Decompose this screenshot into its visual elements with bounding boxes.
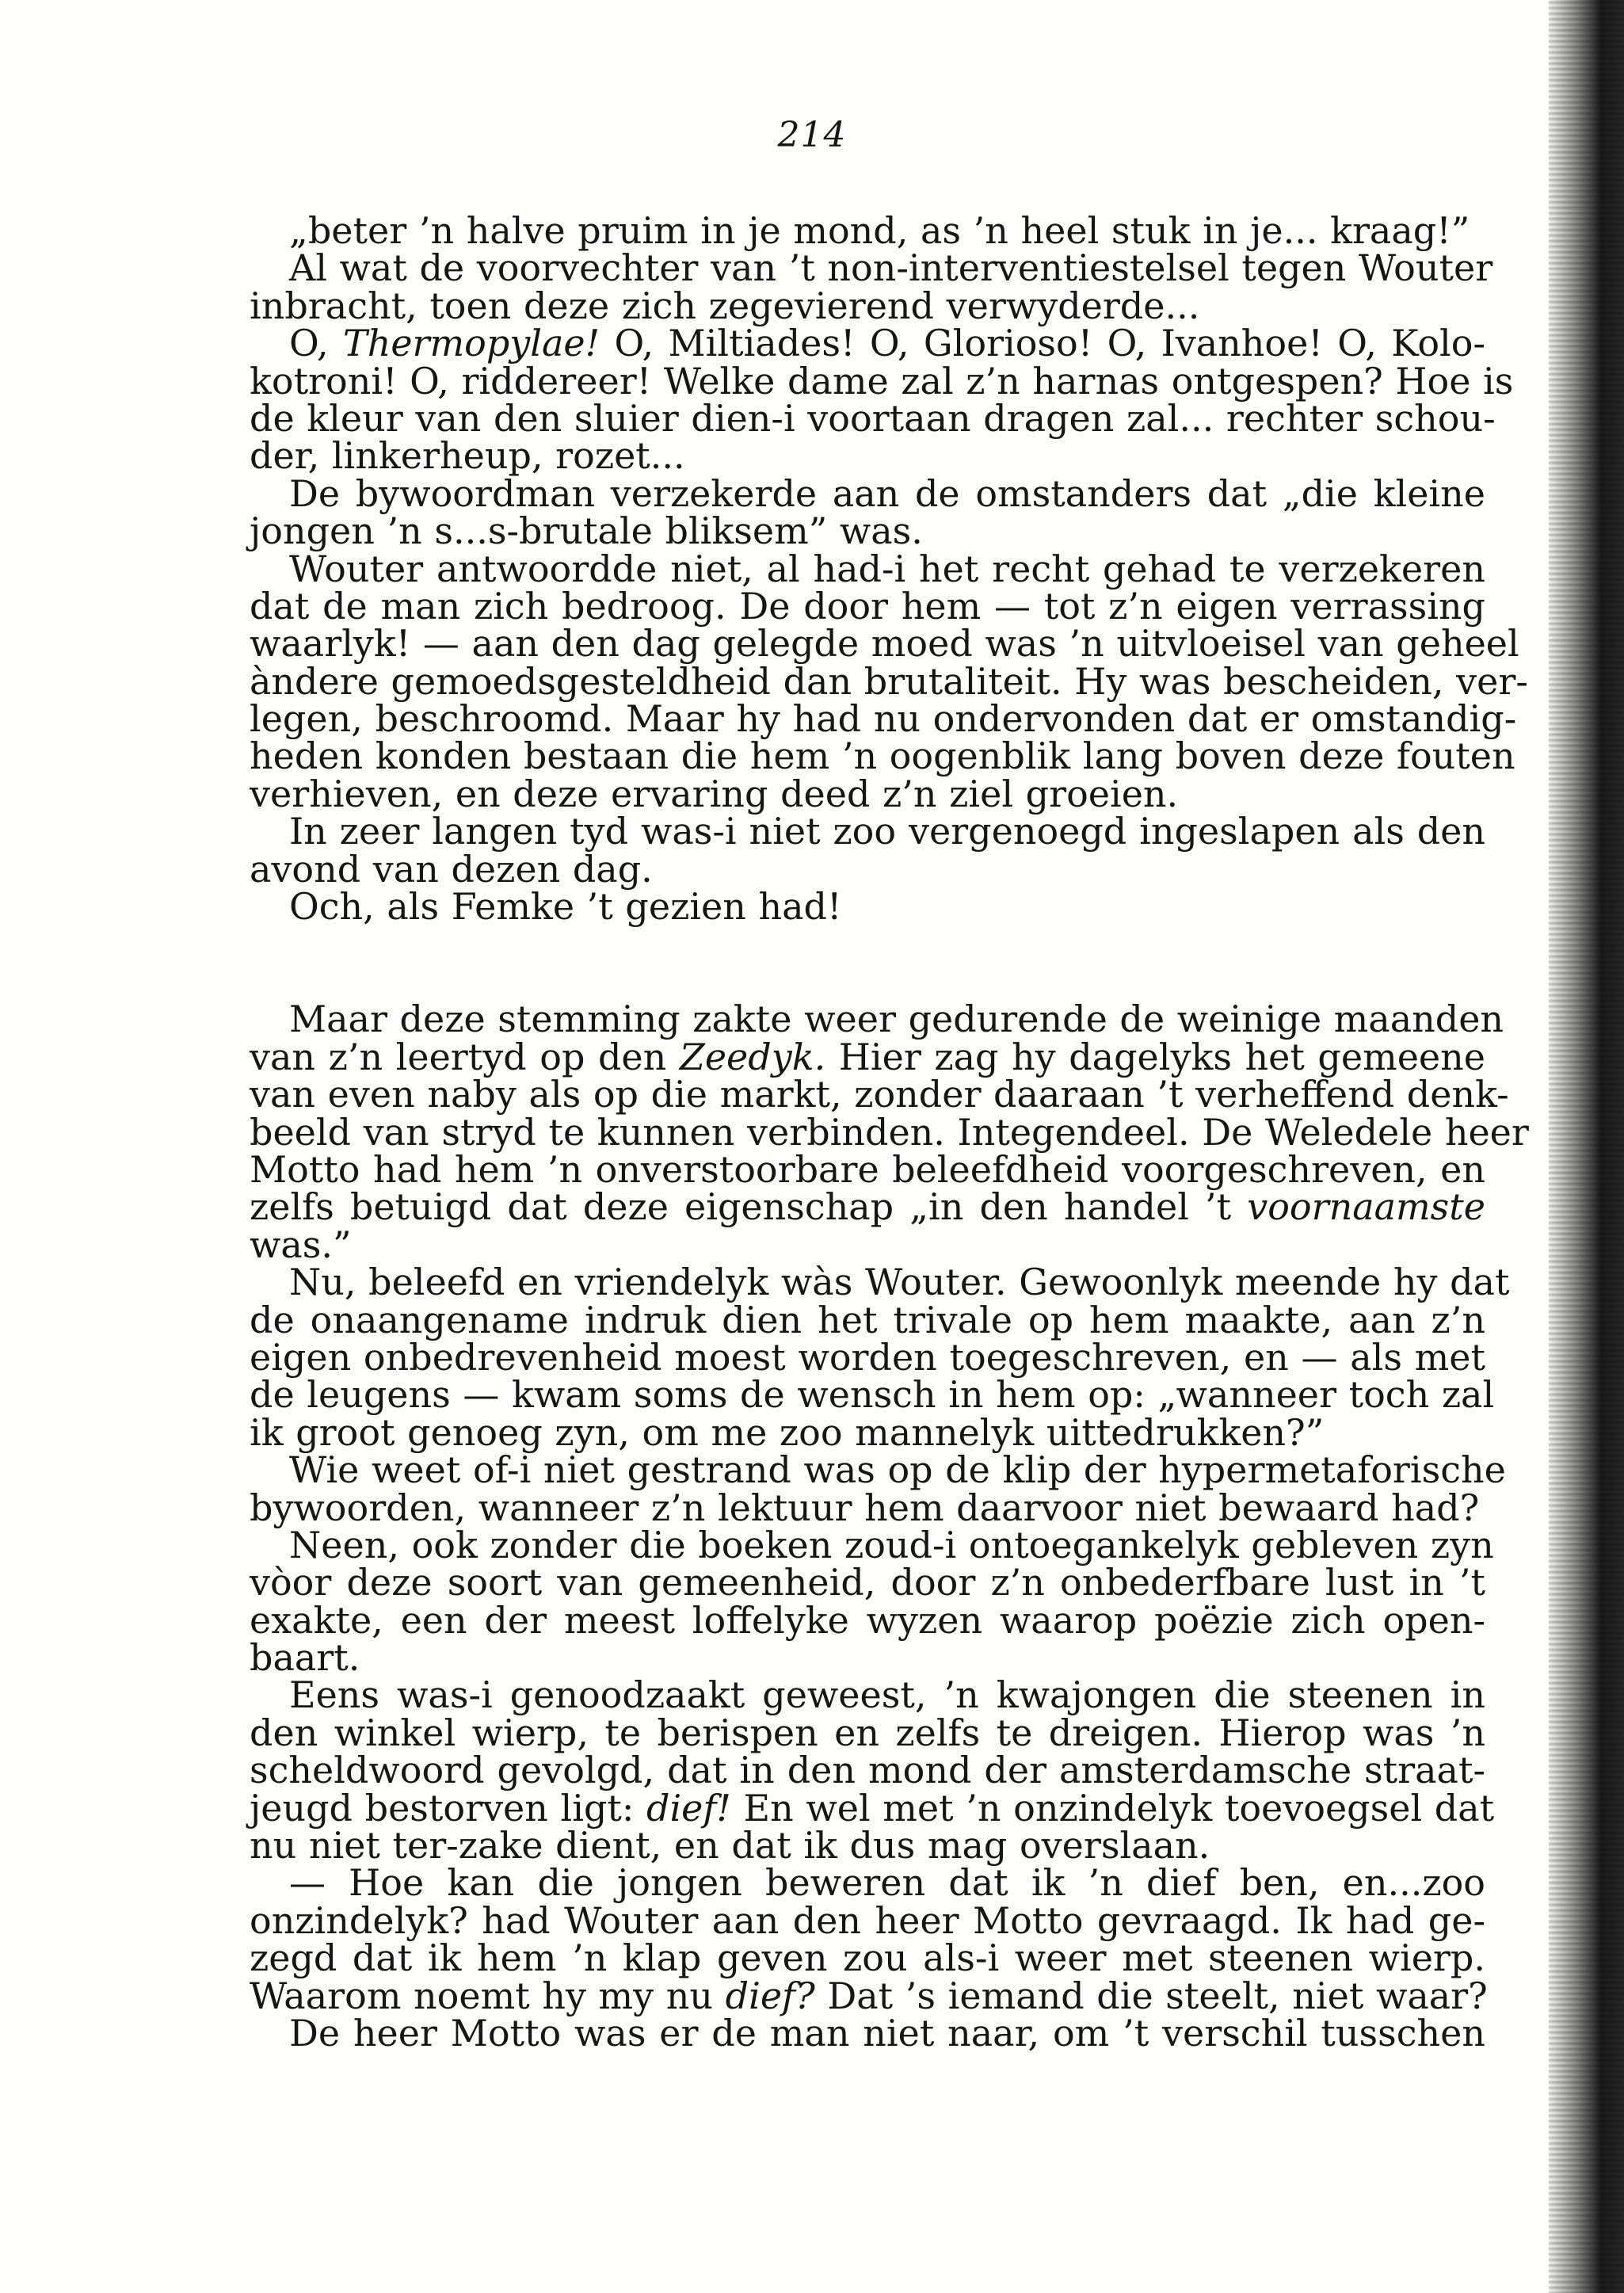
text-line: [250, 547, 1485, 590]
text-line: [250, 1410, 1485, 1454]
line-text: Motto had hem ’n onverstoorbare beleefdheid voorgeschreven, en: [250, 1147, 1485, 1191]
text-line: [250, 1448, 1506, 1492]
line-text: Waarom noemt hy my nu: [250, 1974, 726, 2017]
line-text-continued: Dat ’s iemand die steelt, niet waar?: [814, 1974, 1488, 2017]
text-line: [250, 847, 1485, 891]
text-section-2: [250, 998, 1529, 2055]
text-line: [250, 322, 1485, 365]
text-line: [250, 584, 1485, 628]
text-line: [250, 1636, 1485, 1680]
text-line: [250, 1185, 1485, 1229]
text-line: [250, 772, 1485, 815]
line-text: de onaangename indruk dien het trivale op hem maakte, aan z’n: [250, 1298, 1485, 1341]
text-line: [250, 998, 1504, 1041]
body-text: [250, 209, 1529, 2055]
line-text: nu niet ter-zake dient, en dat ik dus mag overslaan.: [250, 1824, 1210, 1868]
line-text-continued: En wel met ’n onzindelyk toevoegsel dat: [730, 1786, 1495, 1829]
line-text: was.”: [250, 1223, 352, 1266]
line-text: jeugd bestorven ligt:: [250, 1786, 647, 1829]
binding-edge-shadow: [1549, 0, 1624, 2293]
line-text: van z’n leertyd op den: [250, 1035, 680, 1078]
text-line: [250, 1073, 1509, 1116]
line-text-continued: O, Miltiades! O, Glorioso! O, Ivanhoe! O, Kolo-: [600, 322, 1485, 365]
text-line: [250, 810, 1485, 853]
italic-emphasis: dief!: [646, 1786, 731, 1829]
text-line: [250, 1561, 1485, 1604]
text-line: [250, 209, 1485, 252]
text-line: [250, 509, 1485, 553]
line-text: exakte, een der meest loffelyke wyzen waarop poëzie zich open-: [250, 1598, 1485, 1642]
text-line: [250, 1373, 1495, 1417]
line-text: Wouter antwoordde niet, al had-i het recht gehad te verzekeren: [289, 547, 1485, 590]
text-line: [250, 434, 1485, 478]
line-text: ik groot genoeg zyn, om me zoo mannelyk uittedrukken?”: [250, 1410, 1325, 1454]
line-text: onzindelyk? had Wouter aan den heer Motto gevraagd. Ik had ge-: [250, 1898, 1485, 1942]
text-line: [250, 734, 1515, 778]
line-text: De heer Motto was er de man niet naar, om ’t verschil tusschen: [289, 2011, 1485, 2055]
line-text: Al wat de voorvechter van ’t non-interventiestelsel tegen Wouter: [289, 246, 1493, 290]
line-text: de leugens — kwam soms de wensch in hem op: „wanneer toch zal: [250, 1373, 1495, 1417]
text-line: [250, 471, 1485, 515]
line-text: zelfs betuigd dat deze eigenschap „in den handel ’t: [250, 1185, 1248, 1229]
text-line: [250, 1936, 1485, 1980]
line-text: heden konden bestaan die hem ’n oogenblik lang boven deze fouten: [250, 734, 1515, 778]
line-text: beeld van stryd te kunnen verbinden. Integendeel. De Weledele heer: [250, 1110, 1529, 1154]
text-line: [250, 1523, 1494, 1566]
line-text: den winkel wierp, te berispen en zelfs te dreigen. Hierop was ’n: [250, 1711, 1485, 1754]
line-text: Eens was-i genoodzaakt geweest, ’n kwajongen die steenen in: [289, 1673, 1485, 1717]
line-text: In zeer langen tyd was-i niet zoo vergenoegd ingeslapen als den: [289, 810, 1485, 853]
text-line: [250, 359, 1514, 403]
text-line: [250, 284, 1485, 327]
section-break: [250, 925, 1485, 1001]
text-line: [250, 885, 1485, 929]
text-line: [250, 1298, 1485, 1341]
text-line: [250, 622, 1519, 666]
text-line: [250, 1824, 1485, 1868]
text-line: [250, 1110, 1529, 1154]
line-text: van even naby als op die markt, zonder daaraan ’t verheffend denk-: [250, 1073, 1509, 1116]
line-text: Neen, ook zonder die boeken zoud-i ontoegankelyk gebleven zyn: [289, 1523, 1494, 1566]
line-text: Wie weet of-i niet gestrand was op de klip der hypermetaforische: [289, 1448, 1506, 1492]
text-line: [250, 697, 1517, 741]
text-line: [250, 1974, 1488, 2017]
text-line: [250, 1898, 1485, 1942]
italic-emphasis: Zeedyk.: [679, 1035, 826, 1078]
text-line: [250, 659, 1528, 703]
line-text: baart.: [250, 1636, 360, 1680]
italic-emphasis: dief?: [725, 1974, 815, 2017]
line-text: jongen ’n s...s-brutale bliksem” was.: [250, 509, 923, 553]
line-text: kotroni! O, riddereer! Welke dame zal z’n harnas ontgespen? Hoe is: [250, 359, 1514, 403]
line-text: Maar deze stemming zakte weer gedurende de weinige maanden: [289, 998, 1504, 1041]
text-line: [250, 1749, 1485, 1792]
line-text: dat de man zich bedroog. De door hem — tot z’n eigen verrassing: [250, 584, 1485, 628]
text-line: [250, 1598, 1485, 1642]
line-text: Och, als Femke ’t gezien had!: [289, 885, 842, 929]
line-text: avond van dezen dag.: [250, 847, 653, 891]
line-text: vòor deze soort van gemeenheid, door z’n onbederfbare lust in ’t: [250, 1561, 1485, 1604]
italic-emphasis: voornaamste: [1247, 1185, 1485, 1229]
line-text: O,: [289, 322, 344, 365]
text-line: [250, 1861, 1485, 1905]
line-text: „beter ’n halve pruim in je mond, as ’n heel stuk in je... kraag!”: [289, 209, 1470, 252]
line-text: — Hoe kan die jongen beweren dat ik ’n dief ben, en...zoo: [289, 1861, 1485, 1905]
line-text: inbracht, toen deze zich zegevierend verwyderde...: [250, 284, 1200, 327]
line-text: legen, beschroomd. Maar hy had nu ondervonden dat er omstandig-: [250, 697, 1517, 741]
text-line: [250, 1035, 1485, 1078]
text-line: [250, 1147, 1485, 1191]
line-text-continued: Hier zag hy dagelyks het gemeene: [825, 1035, 1485, 1078]
italic-emphasis: Thermopylae!: [343, 322, 600, 365]
line-text: zegd dat ik hem ’n klap geven zou als-i weer met steenen wierp.: [250, 1936, 1485, 1980]
line-text: waarlyk! — aan den dag gelegde moed was ’n uitvloeisel van geheel: [250, 622, 1519, 666]
text-line: [250, 1261, 1510, 1304]
line-text: scheldwoord gevolgd, dat in den mond der amsterdamsche straat-: [250, 1749, 1485, 1792]
text-line: [250, 1786, 1495, 1829]
text-line: [250, 2011, 1485, 2055]
text-line: [250, 1711, 1485, 1754]
line-text: àndere gemoedsgesteldheid dan brutaliteit. Hy was bescheiden, ver-: [250, 659, 1528, 703]
text-line: [250, 396, 1496, 440]
text-line: [250, 1223, 1485, 1266]
line-text: De bywoordman verzekerde aan de omstanders dat „die kleine: [289, 471, 1485, 515]
text-line: [250, 246, 1493, 290]
line-text: bywoorden, wanneer z’n lektuur hem daarvoor niet bewaard had?: [250, 1486, 1480, 1529]
line-text: de kleur van den sluier dien-i voortaan dragen zal... rechter schou-: [250, 396, 1496, 440]
line-text: eigen onbedrevenheid moest worden toegeschreven, en — als met: [250, 1335, 1485, 1379]
text-line: [250, 1335, 1485, 1379]
line-text: verhieven, en deze ervaring deed z’n ziel groeien.: [250, 772, 1179, 815]
text-line: [250, 1673, 1485, 1717]
line-text: Nu, beleefd en vriendelyk wàs Wouter. Gewoonlyk meende hy dat: [289, 1261, 1510, 1304]
page-number: 214: [777, 115, 847, 155]
line-text: der, linkerheup, rozet...: [250, 434, 685, 478]
text-section-1: [250, 209, 1528, 929]
text-line: [250, 1486, 1485, 1529]
